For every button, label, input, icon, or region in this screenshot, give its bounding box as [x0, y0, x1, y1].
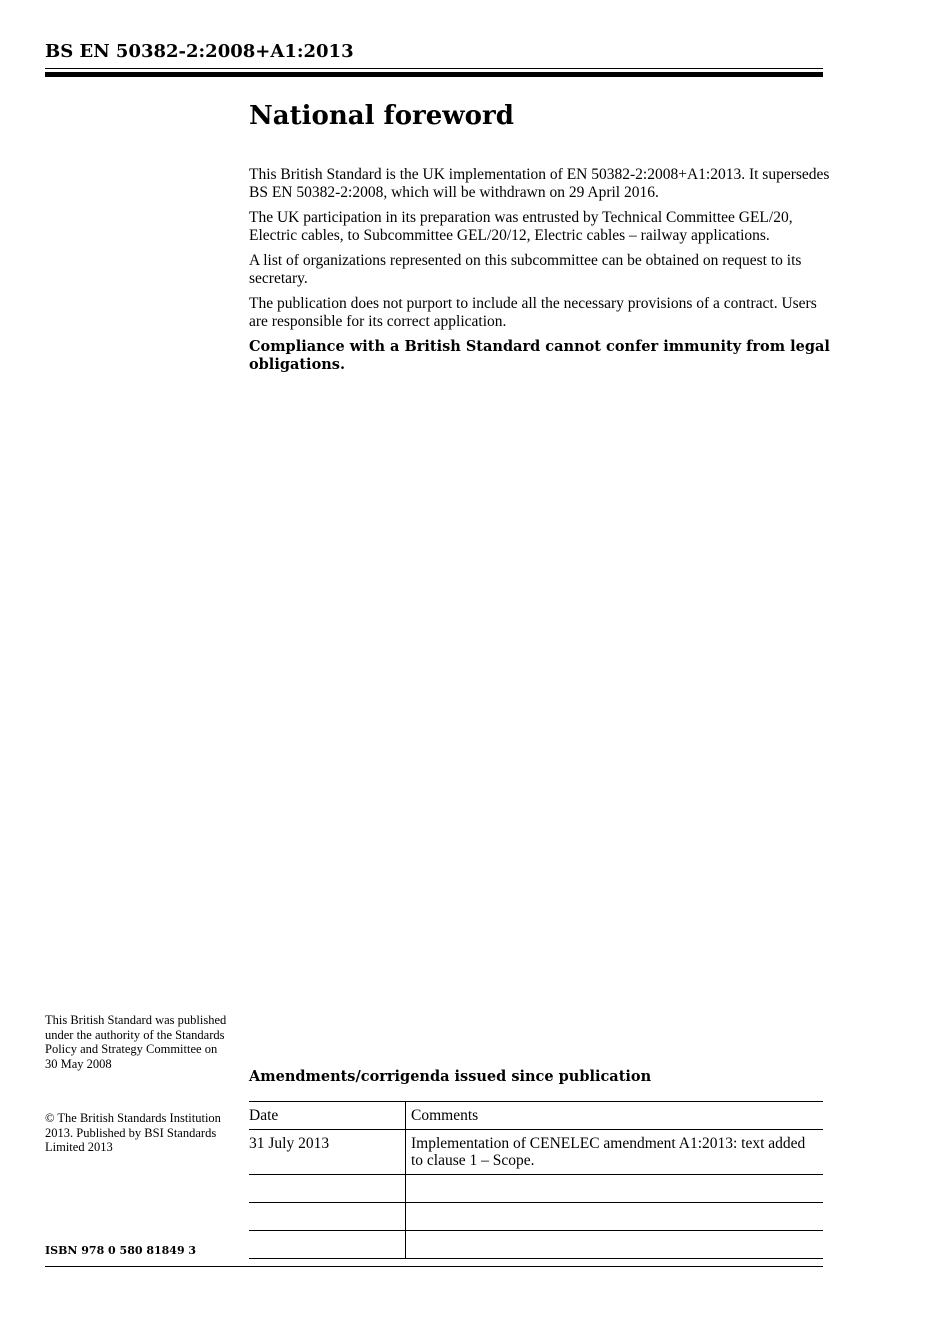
amendment-comment	[406, 1203, 824, 1231]
header-rule-thin	[45, 68, 823, 69]
paragraph-implementation: This British Standard is the UK implementation of EN 50382-2:2008+A1:2013. It supersedes BS EN 50382-2:2008, which will be withdrawn on 29 April 2016.	[249, 166, 830, 201]
paragraph-organizations: A list of organizations represented on this subcommittee can be obtained on request to its secretary.	[249, 252, 802, 287]
compliance-statement: Compliance with a British Standard cannot confer immunity from legal obligations.	[249, 338, 830, 373]
amendments-title: Amendments/corrigenda issued since publication	[249, 1068, 652, 1085]
amendment-comment: Implementation of CENELEC amendment A1:2013: text added to clause 1 – Scope.	[406, 1130, 824, 1175]
table-header-row	[249, 1102, 823, 1130]
paragraph-participation: The UK participation in its preparation was entrusted by Technical Committee GEL/20, Electric cables, to Subcommittee GEL/20/12, Electric cables – railway applications.	[249, 209, 793, 244]
document-id-header: BS EN 50382-2:2008+A1:2013	[45, 41, 354, 62]
page-title: National foreword	[249, 101, 514, 131]
copyright-note: © The British Standards Institution 2013. Published by BSI Standards Limited 2013	[45, 1111, 221, 1154]
column-header-date: Date	[249, 1102, 406, 1130]
footer-rule	[45, 1266, 823, 1267]
table-row	[249, 1130, 823, 1175]
isbn: ISBN 978 0 580 81849 3	[45, 1244, 197, 1257]
publication-note: This British Standard was published under the authority of the Standards Policy and Strategy Committee on 30 May 2008	[45, 1013, 227, 1071]
amendment-date: 31 July 2013	[249, 1130, 406, 1175]
header-rule-thick	[45, 72, 823, 77]
amendment-date	[249, 1231, 406, 1259]
table-row	[249, 1175, 823, 1203]
amendment-date	[249, 1203, 406, 1231]
column-header-comments: Comments	[406, 1102, 824, 1130]
amendment-comment	[406, 1175, 824, 1203]
amendment-date	[249, 1175, 406, 1203]
amendment-comment	[406, 1231, 824, 1259]
table-row	[249, 1203, 823, 1231]
amendments-table	[249, 1101, 823, 1259]
paragraph-provisions: The publication does not purport to include all the necessary provisions of a contract. Users are responsible for its correct application.	[249, 295, 817, 330]
foreword-body	[249, 166, 839, 381]
table-row	[249, 1231, 823, 1259]
